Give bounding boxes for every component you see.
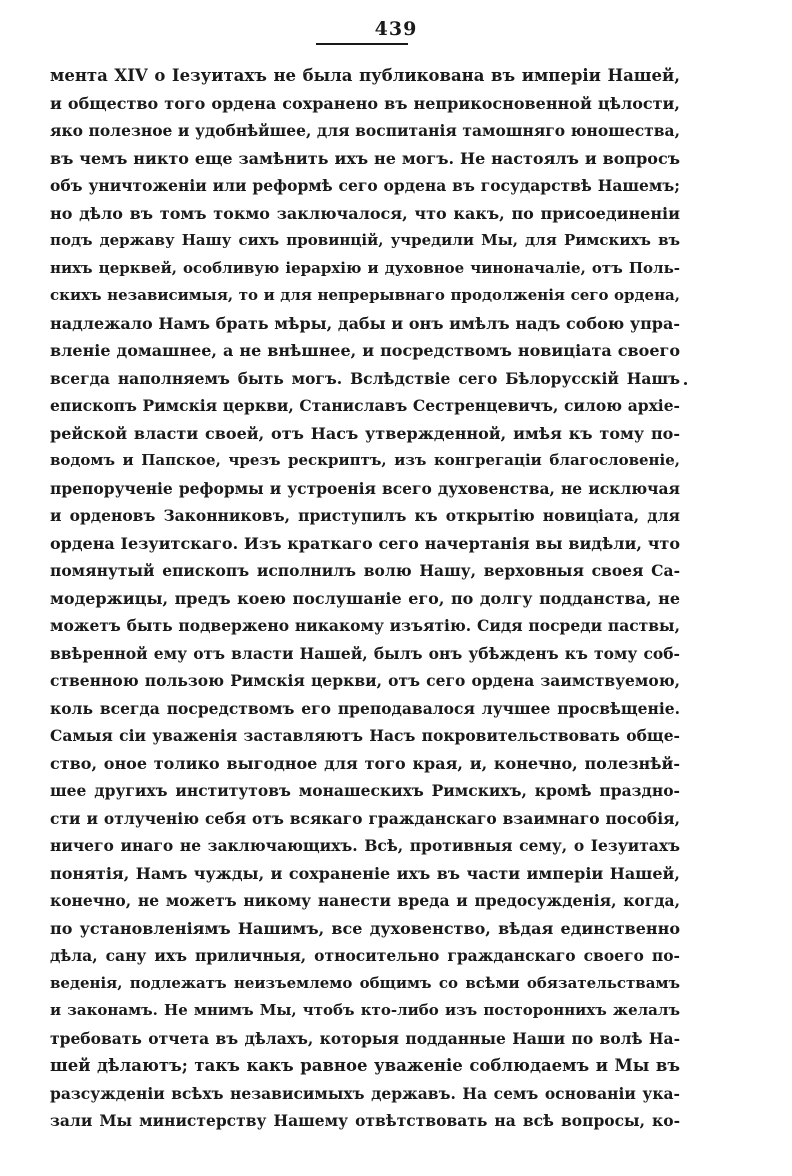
text-line: въ чемъ никто еще замѣнить ихъ не могъ. Не настоялъ и вопросъ [50, 148, 680, 168]
text-line: шей дѣлаютъ; такъ какъ равное уваженіе соблюдаемъ и Мы въ [50, 1056, 680, 1075]
text-line: нихъ церквей, особливую іерархію и духовное чиноначаліе, отъ Поль- [50, 258, 680, 277]
text-line: епископъ Римскія церкви, Станиславъ Сестренцевичъ, силою архіе- [50, 396, 680, 415]
text-line: водомъ и Папское, чрезъ рескриптъ, изъ конгрегаціи благословеніе, [50, 451, 680, 469]
text-line: веденія, подлежатъ неизъемлемо общимъ со всѣми обязательствамъ [50, 973, 680, 992]
text-line: коль всегда посредствомъ его преподавалося лучшее просвѣщеніе. [50, 698, 680, 718]
text-line: и общество того ордена сохранено въ неприкосновенной цѣлости, [50, 93, 680, 113]
text-line: можетъ быть подвержено никакому изъятію. Сидя посреди паствы, [50, 616, 680, 635]
text-line: помянутый епископъ исполнилъ волю Нашу, верховныя своея Са- [50, 561, 680, 580]
margin-dot [684, 382, 687, 385]
text-line: скихъ независимыя, то и для непрерывнаго продолженія сего ордена, [50, 286, 680, 304]
text-line: дѣла, сану ихъ приличныя, относительно гражданскаго своего по- [50, 946, 680, 965]
text-line: сти и отлученію себя отъ всякаго гражданскаго взаимнаго пособія, [50, 808, 680, 828]
text-line: рейской власти своей, отъ Насъ утвержденной, имѣя къ тому по- [50, 423, 680, 443]
text-line: подъ державу Нашу сихъ провинцій, учредили Мы, для Римскихъ въ [50, 231, 680, 249]
text-line: понятія, Намъ чужды, и сохраненіе ихъ въ части имперіи Нашей, [50, 863, 680, 883]
text-line: зали Мы министерству Нашему отвѣтствовать на всѣ вопросы, ко- [50, 1111, 680, 1130]
text-line: модержицы, предъ коею послушаніе его, по долгу подданства, не [50, 588, 680, 608]
text-line: и орденовъ Законниковъ, приступилъ къ открытію новиціата, для [50, 506, 680, 525]
page-number-rule [316, 43, 408, 45]
text-line: надлежало Намъ брать мѣры, дабы и онъ имѣлъ надъ собою упра- [50, 313, 680, 333]
text-line: яко полезное и удобнѣйшее, для воспитанія тамошняго юношества, [50, 121, 680, 140]
text-line: ство, оное толико выгодное для того края, и, конечно, полезнѣй- [50, 753, 680, 773]
body-text [50, 62, 680, 1135]
text-line: ственною пользою Римскія церкви, отъ сего ордена заимствуемою, [50, 671, 680, 690]
text-line: и законамъ. Не мнимъ Мы, чтобъ кто-либо изъ постороннихъ желалъ [50, 1001, 680, 1019]
text-line: по установленіямъ Нашимъ, все духовенство, вѣдая единственно [50, 918, 680, 938]
text-line: требовать отчета въ дѣлахъ, которыя подданные Наши по волѣ На- [50, 1028, 680, 1048]
text-line: но дѣло въ томъ токмо заключалося, что какъ, по присоединеніи [50, 203, 680, 223]
text-line: вленіе домашнее, а не внѣшнее, и посредствомъ новиціата своего [50, 341, 680, 360]
text-line: ничего инаго не заключающихъ. Всѣ, противныя сему, о Іезуитахъ [50, 836, 680, 855]
text-line: препорученіе реформы и устроенія всего духовенства, не исключая [50, 478, 680, 498]
text-line: ордена Іезуитскаго. Изъ краткаго сего начертанія вы видѣли, что [50, 533, 680, 553]
text-line: объ уничтоженіи или реформѣ сего ордена въ государствѣ Нашемъ; [50, 176, 680, 195]
text-line: мента XIV о Іезуитахъ не была публикована въ имперіи Нашей, [50, 66, 680, 85]
text-line: шее другихъ институтовъ монашескихъ Римскихъ, кромѣ праздно- [50, 781, 680, 800]
text-line: ввѣренной ему отъ власти Нашей, былъ онъ убѣжденъ къ тому соб- [50, 643, 680, 663]
text-line: всегда наполняемъ быть могъ. Вслѣдствіе сего Бѣлорусскій Нашъ [50, 368, 680, 388]
text-line: разсужденіи всѣхъ независимыхъ державъ. На семъ основаніи ука- [50, 1083, 680, 1103]
page-number: 439 [374, 18, 418, 40]
text-line: конечно, не можетъ никому нанести вреда и предосужденія, когда, [50, 891, 680, 910]
text-line: Самыя сіи уваженія заставляютъ Насъ покровительствовать обще- [50, 726, 680, 745]
